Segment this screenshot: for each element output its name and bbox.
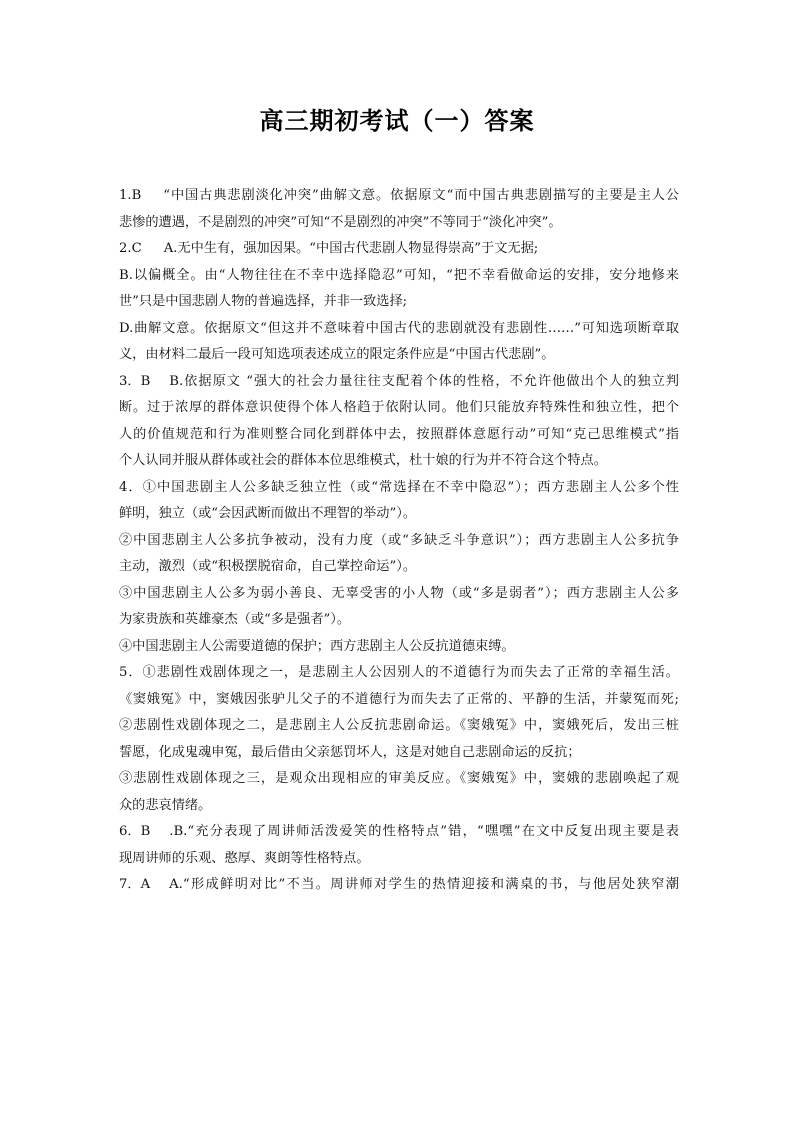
text-line	[119, 819, 679, 846]
line-text: 人的价值规范和行为准则整合同化到群体中去，按照群体意愿行动”可知“克己思维模式”指	[119, 426, 679, 442]
line-text: A.无中生有，强加因果。“中国古代悲剧人物显得崇高”于文无据;	[163, 241, 539, 256]
text-line	[119, 607, 679, 634]
text-line	[119, 236, 679, 263]
line-text: 誓愿，化成鬼魂申冤，最后借由父亲惩罚坏人，这是对她自己悲剧命运的反抗；	[119, 744, 581, 760]
answer-body	[119, 183, 679, 899]
text-line	[119, 554, 679, 581]
text-line	[119, 634, 679, 661]
line-text: 为家贵族和英雄豪杰（或“多是强者”）。	[119, 612, 351, 627]
text-line	[119, 713, 679, 740]
text-line	[119, 342, 679, 369]
text-line	[119, 475, 679, 502]
line-text: 《窦娥冤》中，窦娥因张驴儿父子的不道德行为而失去了正常的、平静的生活，并蒙冤而死;	[119, 691, 679, 707]
text-line	[119, 872, 679, 899]
line-text: 4．①中国悲剧主人公多缺乏独立性（或“常选择在不幸中隐忍”）；西方悲剧主人公多个性	[119, 479, 679, 495]
text-line	[119, 660, 679, 687]
answer-number: 1.B	[119, 188, 142, 203]
text-line	[119, 581, 679, 608]
text-line	[119, 793, 679, 820]
text-line	[119, 316, 679, 343]
answer-number: 6．B	[119, 824, 151, 839]
text-line	[119, 501, 679, 528]
answer-number: 2.C	[119, 241, 142, 256]
line-text: 义，由材料二最后一段可知选项表述成立的限定条件应是“中国古代悲剧”。	[119, 347, 555, 362]
page-title: 高三期初考试（一）答案	[259, 107, 535, 135]
line-text: 断。过于浓厚的群体意识使得个体人格趋于依附认同。他们只能放弃特殊性和独立性，把个	[119, 400, 679, 415]
line-text: 现周讲师的乐观、憨厚、爽朗等性格特点。	[119, 850, 370, 866]
line-text: “中国古典悲剧淡化冲突”曲解文意。依据原文“而中国古典悲剧描写的主要是主人公	[163, 188, 679, 203]
line-text: 世”只是中国悲剧人物的普遍选择，并非一致选择;	[119, 294, 408, 309]
line-text: 悲惨的遭遇，不是剧烈的冲突”可知“不是剧烈的冲突”不等同于“淡化冲突”。	[119, 214, 562, 230]
text-line	[119, 448, 679, 475]
text-line	[119, 846, 679, 873]
line-text: 鲜明，独立（或“会因武断而做出不理智的举动”）。	[119, 506, 417, 521]
text-line	[119, 289, 679, 316]
answer-number: 3．B	[119, 373, 151, 389]
line-text: D.曲解文意。依据原文“但这并不意味着中国古代的悲剧就没有悲剧性……”可知选项断章取	[119, 320, 679, 336]
line-text: ②中国悲剧主人公多抗争被动，没有力度（或“多缺乏斗争意识”）；西方悲剧主人公多抗争	[119, 532, 679, 548]
text-line	[119, 766, 679, 793]
text-line	[119, 369, 679, 396]
line-text: 众的悲哀情绪。	[119, 797, 212, 813]
line-text: 主动，激烈（或“积极摆脱宿命，自己掌控命运”）。	[119, 559, 417, 574]
answer-number: 7．A	[119, 877, 151, 892]
text-line	[119, 528, 679, 555]
text-line	[119, 687, 679, 714]
line-text: B.依据原文 “强大的社会力量往往支配着个体的性格，不允许他做出个人的独立判	[169, 373, 679, 389]
line-text: B.以偏概全。由“人物往往在不幸中选择隐忍”可知，“把不幸看做命运的安排，安分地修来	[119, 267, 679, 283]
line-text: ④中国悲剧主人公需要道德的保护；西方悲剧主人公反抗道德束缚。	[119, 638, 515, 654]
text-line	[119, 183, 679, 210]
line-text: ③中国悲剧主人公多为弱小善良、无辜受害的小人物（或“多是弱者”）；西方悲剧主人公多	[119, 585, 679, 601]
text-line	[119, 422, 679, 449]
text-line	[119, 395, 679, 422]
line-text: .B.“充分表现了周讲师活泼爱笑的性格特点”错，“嘿嘿”在文中反复出现主要是表	[169, 824, 679, 839]
text-line	[119, 740, 679, 767]
line-text: ②悲剧性戏剧体现之二，是悲剧主人公反抗悲剧命运。《窦娥冤》中，窦娥死后，发出三桩	[119, 718, 679, 733]
text-line	[119, 263, 679, 290]
line-text: 个人认同并服从群体或社会的群体本位思维模式，杜十娘的行为并不符合这个特点。	[119, 453, 607, 468]
line-text: A.“形成鲜明对比”不当。周讲师对学生的热情迎接和满桌的书，与他居处狭窄潮	[169, 877, 679, 892]
line-text: ③悲剧性戏剧体现之三，是观众出现相应的审美反应。《窦娥冤》中，窦娥的悲剧唤起了观	[119, 771, 679, 786]
text-line	[119, 210, 679, 237]
line-text: 5．①悲剧性戏剧体现之一，是悲剧主人公因别人的不道德行为而失去了正常的幸福生活。	[119, 665, 679, 680]
